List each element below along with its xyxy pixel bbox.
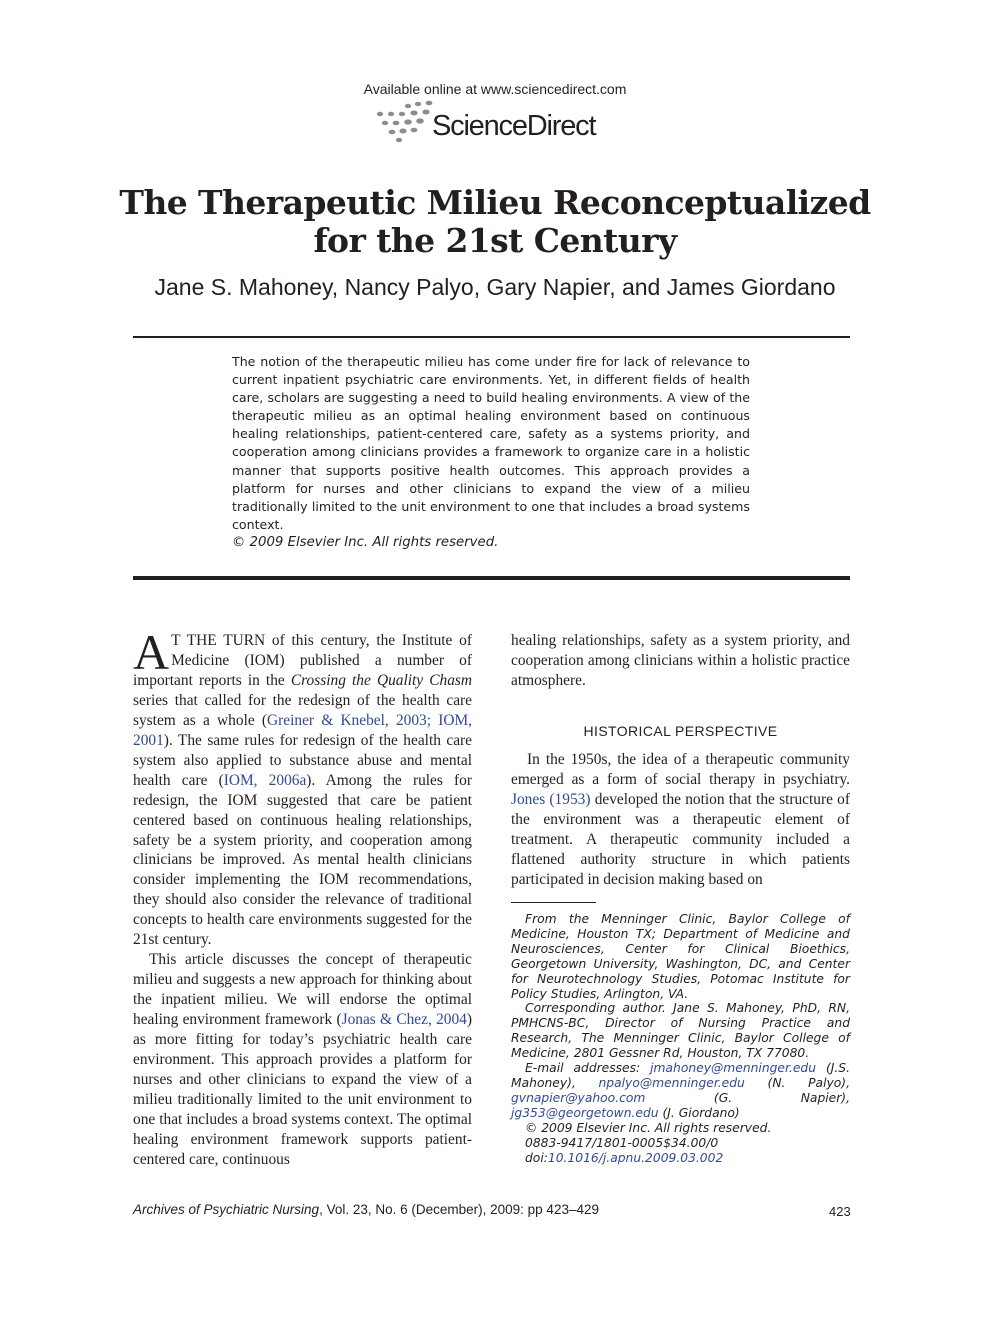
title-line-1: The Therapeutic Milieu Reconceptualized: [119, 183, 871, 222]
sciencedirect-wordmark: ScienceDirect: [432, 110, 596, 142]
doi-link[interactable]: 10.1016/j.apnu.2009.03.002: [547, 1150, 724, 1165]
issn-line: 0883-9417/1801-0005$34.00/0: [525, 1135, 719, 1150]
journal-citation-footer: [133, 1202, 599, 1217]
drop-cap: A: [133, 624, 170, 680]
top-divider: [133, 336, 850, 338]
email-owner: (J. Giordano): [658, 1105, 740, 1120]
second-paragraph: [133, 950, 472, 1169]
body-text: developed the notion that the structure of the environment was a therapeutic element of treatment. A therapeutic community included a flattened authority structure in which patients participated in decision making based on: [511, 790, 850, 888]
citation-link[interactable]: Jonas & Chez, 2004: [341, 1011, 467, 1029]
email-owner: (N. Palyo),: [744, 1075, 850, 1090]
continued-paragraph: healing relationships, safety as a system priority, and cooperation among clinicians within a holistic practice atmosphere.: [511, 632, 850, 689]
email-owner: (G. Napier),: [645, 1090, 850, 1105]
email-label: E-mail addresses:: [525, 1061, 651, 1076]
affiliation-note: From the Menninger Clinic, Baylor College of Medicine, Houston TX; Department of Medicine and Neurosciences, Center for Clinical Bioethics, Georgetown University, Washington, DC, and Center for Neurotechnology Studies, Potomac Institute for Policy Studies, Arlington, VA.: [511, 912, 850, 1001]
report-series-title: Crossing the Quality Chasm: [290, 671, 473, 689]
sciencedirect-dots-icon: [374, 100, 436, 144]
footnote-copyright: © 2009 Elsevier Inc. All rights reserved.: [525, 1120, 772, 1135]
abstract-bottom-divider: [133, 576, 850, 580]
doi-line: [511, 1151, 850, 1166]
email-link[interactable]: jg353@georgetown.edu: [511, 1105, 659, 1120]
body-column-left: [133, 624, 473, 1170]
doi-label: doi:: [525, 1150, 548, 1165]
body-column-right: [511, 750, 850, 890]
journal-availability-line: Available online at www.sciencedirect.com: [363, 81, 627, 97]
title-line-2: for the 21st Century: [313, 221, 677, 260]
email-link[interactable]: npalyo@menninger.edu: [598, 1075, 745, 1090]
history-paragraph: [511, 750, 850, 890]
body-text: T THE TURN of this century, the Institute of Medicine (IOM) published a number of important reports in the: [133, 632, 472, 689]
abstract-copyright: © 2009 Elsevier Inc. All rights reserved.: [232, 535, 499, 550]
corresponding-author-note: Corresponding author. Jane S. Mahoney, PhD, RN, PMHCNS-BC, Director of Nursing Practice and Research, The Menninger Clinic, Baylor College of Medicine, 2801 Gessner Rd, Houston, TX 77080.: [511, 1001, 850, 1061]
footnotes: [511, 912, 850, 1165]
citation-link[interactable]: IOM, 2006a: [223, 771, 307, 789]
abstract-text: The notion of the therapeutic milieu has come under fire for lack of relevance to current inpatient psychiatric care environments. Yet, in different fields of health care, scholars are suggesting a need to build healing environments. A view of the therapeutic milieu as an optimal healing environment based on continuous healing relationships, patient-centered care, safety as a systems priority, and cooperation among clinicians provides a framework to organize care in a holistic manner that supports positive health outcomes. This approach provides a platform for nurses and other clinicians to expand the view of a milieu traditionally limited to the unit environment to one that includes a broad systems context.: [232, 354, 750, 532]
body-column-right-continuation: [511, 631, 850, 691]
article-title: [0, 184, 990, 260]
body-text: ). Among the rules for redesign, the IOM suggested that care be patient centered based on continuous healing relationships, safety be a system priority, and cooperation among clinicians be improved. As mental health clinicians consider implementing the IOM recommendations, they should also consider the relevance of traditional concepts to health care environments suggested for the 21st century.: [133, 771, 472, 949]
author-list: Jane S. Mahoney, Nancy Palyo, Gary Napier, and James Giordano: [154, 274, 836, 300]
page-number: 423: [829, 1204, 851, 1219]
sciencedirect-logo: [374, 100, 614, 144]
email-link[interactable]: gvnapier@yahoo.com: [511, 1090, 646, 1105]
body-text: series that called for the redesign of the health care system as a whole (: [133, 691, 472, 729]
citation-link[interactable]: Greiner & Knebel, 2003; IOM, 2001: [133, 711, 472, 749]
journal-name: Archives of Psychiatric Nursing: [133, 1202, 320, 1217]
citation-link[interactable]: Jones (1953): [511, 790, 591, 808]
intro-paragraph: [133, 624, 473, 950]
body-text: ) as more fitting for today’s psychiatric health care environment. This approach provides a platform for nurses and other clinicians to expand the view of a milieu traditionally limited to the unit environment to one that includes a broad systems context. The optimal healing environment framework supports patient-centered care, continuous: [133, 1011, 472, 1168]
email-link[interactable]: jmahoney@menninger.edu: [650, 1061, 817, 1076]
body-text: In the 1950s, the idea of a therapeutic community emerged as a form of social therapy in psychiatry.: [511, 751, 850, 788]
footnote-divider: [511, 902, 596, 903]
email-owner: (J.S. Mahoney),: [511, 1061, 850, 1090]
email-note: [511, 1061, 850, 1121]
section-heading-historical-perspective: HISTORICAL PERSPECTIVE: [583, 723, 778, 739]
journal-issue-details: , Vol. 23, No. 6 (December), 2009: pp 423–429: [319, 1202, 599, 1217]
body-text: ). The same rules for redesign of the health care system also applied to substance abuse and mental health care (: [133, 731, 472, 789]
body-text: This article discusses the concept of therapeutic milieu and suggests a new approach for thinking about the inpatient milieu. We will endorse the optimal healing environment framework (: [133, 951, 472, 1029]
